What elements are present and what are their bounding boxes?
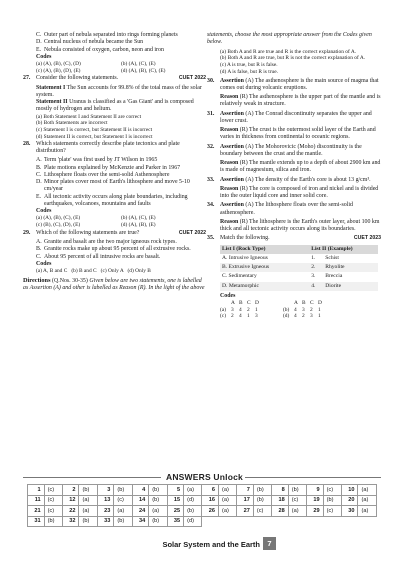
answer-value: (d) <box>184 516 202 527</box>
answer-value: (d) <box>184 495 202 506</box>
answer-row <box>28 485 377 496</box>
match-list2-item: Diorite <box>325 282 342 289</box>
q33-assertion: Assertion (A) The density of the Earth's core is about 13 g/cm³. <box>220 176 371 183</box>
code-value: 3 <box>231 306 234 313</box>
q33-assertion-label: Assertion <box>220 176 244 183</box>
q27-exam-tag: CUET 2022 <box>178 75 206 82</box>
q29-option-text: About 95 percent of all intrusive rocks are basalt. <box>44 253 161 260</box>
q31-reason-label: Reason <box>220 127 239 134</box>
q35-text: Match the following. <box>220 235 270 242</box>
q26-option-text: Outer part of nebula separated into rings forming planets <box>44 32 178 38</box>
q26-option-text: Central nucleus of nebula became the Sun <box>44 39 144 46</box>
match-table <box>220 245 378 291</box>
answer-number: 29 <box>307 506 324 517</box>
codes-head-cell: B <box>239 300 243 307</box>
answer-number: 5 <box>167 485 184 496</box>
match-row <box>220 263 378 272</box>
q26-option-3 <box>36 47 206 54</box>
question-28 <box>23 141 206 156</box>
answer-value: (b) <box>184 506 202 517</box>
answer-value: (b) <box>79 516 97 527</box>
answer-value: (a) <box>358 485 377 496</box>
q27-option-2: (b) Both Statements are incorrect <box>36 120 108 127</box>
q26-code-4: (d) (A), (B), (C), (E) <box>121 67 166 74</box>
q32-reason: Reason (R) The mantle extends up to a depth of about 2900 km and is made of magnesium, silica and iron. <box>220 160 381 174</box>
q28-code-1: (a) (A), (B), (C), (E) <box>36 215 81 222</box>
ar-code-option-1: (a) Both A and R are true and R is the correct explanation of A. <box>220 48 357 55</box>
q28-option-text: Plate motions explained by McKenzie and Parker in 1967 <box>44 164 181 171</box>
q28-code-4: (d) (A), (B), (E) <box>121 222 156 229</box>
answer-value: (a) <box>218 485 236 496</box>
codes-head-cell: B <box>302 300 306 307</box>
q26-option-letter: C. <box>36 32 42 38</box>
question-33 <box>207 177 381 184</box>
ar-code-option-2: (b) Both A and R are true, but R is not the correct explanation of A. <box>220 55 366 62</box>
code-value: 1 <box>255 306 258 313</box>
q31-reason: Reason (R) The crust is the outermost solid layer of the Earth and varies in thickness from continental to oceanic regions. <box>220 127 376 141</box>
answer-value: (a) <box>79 495 97 506</box>
q28-option-1 <box>36 157 206 164</box>
q35-number: 35. <box>207 235 215 242</box>
code-value: 2 <box>310 306 313 313</box>
answer-value: (a) <box>358 495 377 506</box>
q29-codes: (a) A, B and C (b) B and C (c) Only A (d) Only B <box>36 268 151 274</box>
q33-reason: Reason (R) The core is composed of iron and nickel and is divided into the outer liquid core and inner solid core. <box>220 185 379 200</box>
answer-value: (a) <box>149 506 167 517</box>
match-list1-item: B. Extrusive Igneous <box>222 264 270 271</box>
q28-option-letter: C. <box>36 171 42 178</box>
directions-lead: Directions <box>23 276 51 284</box>
ar-code-option-4: (d) A is false, but R is true. <box>220 68 278 75</box>
code-value: 4 <box>239 313 242 320</box>
answer-value: (b) <box>79 485 97 496</box>
match-row <box>220 282 378 291</box>
answer-value: (b) <box>114 516 132 527</box>
match-list1-item: C. Sedimentary <box>222 273 257 280</box>
q30-reason-label: Reason <box>220 94 239 101</box>
directions-continued: statements, choose the most appropriate answer from the Codes given below. <box>207 32 372 46</box>
q29-option-letter: C. <box>36 253 42 260</box>
answer-value: (a) <box>218 495 236 506</box>
q35-codes-label: Codes <box>220 292 236 299</box>
q28-code-2: (b) (A), (C), (E) <box>121 215 156 222</box>
q35-codes-row <box>220 307 381 314</box>
q28-code-3: (c) (B), (C), (D), (E) <box>36 222 81 229</box>
q28-option-3 <box>36 172 206 179</box>
answer-value: (a) <box>288 506 306 517</box>
ar-code-option-3: (c) A is true, but R is false. <box>220 62 278 69</box>
q26-option-2 <box>36 39 206 46</box>
code-value: 4 <box>294 313 297 320</box>
answer-number: 7 <box>237 485 254 496</box>
answer-value: (a) <box>358 506 377 517</box>
code-value: 4 <box>294 306 297 313</box>
answer-value: (a) <box>79 506 97 517</box>
q27-number: 27. <box>23 75 31 82</box>
q34-reason: Reason (R) The lithosphere is the Earth's outer layer, about 100 km thick and all tectonic activity occurs along its boundaries. <box>220 218 380 233</box>
answer-number: 27 <box>237 506 254 517</box>
q27-text: Consider the following statements. <box>36 75 119 82</box>
question-29 <box>23 230 206 237</box>
code-gap <box>263 313 283 320</box>
q28-option-letter: B. <box>36 164 42 171</box>
codes-head-cell: C <box>247 300 251 307</box>
answer-number: 34 <box>132 516 149 527</box>
question-35 <box>207 235 381 242</box>
answer-number: 16 <box>202 495 219 506</box>
q34-assertion: Assertion (A) The lithosphere floats over the semi-solid asthenosphere. <box>220 202 353 216</box>
q29-number: 29. <box>23 229 31 236</box>
q28-option-letter: D. <box>36 179 42 186</box>
q27-option-1: (a) Both Statement I and Statement II are correct <box>36 113 142 120</box>
q30-reason: Reason (R) The asthenosphere is the upper part of the mantle and is relatively weak in structure. <box>220 94 381 108</box>
left-column <box>23 32 206 294</box>
answer-value: (c) <box>114 495 132 506</box>
code-label: (b) <box>283 306 290 313</box>
q29-text: Which of the following statements are true? <box>36 229 140 236</box>
right-column <box>207 32 381 320</box>
q29-option-text: Granite rocks make up about 95 percent of all extrusive rocks. <box>44 246 191 253</box>
directions <box>23 277 206 293</box>
codes-head-cell <box>263 300 283 307</box>
question-27 <box>23 75 206 82</box>
answer-value: (b) <box>114 485 132 496</box>
q28-codes <box>36 215 206 228</box>
match-list2-item: Rhyolite <box>325 264 345 271</box>
answer-value: (b) <box>288 485 306 496</box>
q27-statement-2: Statement II Uranus is classified as a 'Gas Giant' and is composed mostly of hydrogen and helium. <box>36 99 194 113</box>
footer-title: Solar System and the Earth <box>162 540 260 549</box>
q28-number: 28. <box>23 140 31 147</box>
code-value: 4 <box>239 306 242 313</box>
q26-option-letter: E. <box>36 46 42 53</box>
q28-option-text: Lithosphere floats over the semi-solid Asthenosphere <box>44 171 170 178</box>
q26-codes-label: Codes <box>36 53 52 60</box>
q32-assertion-label: Assertion <box>220 143 244 150</box>
match-list2-number: 2. <box>311 264 316 271</box>
q32-reason-label: Reason <box>220 160 239 167</box>
q28-codes-label: Codes <box>36 208 52 215</box>
q29-option-2 <box>36 246 206 253</box>
answer-value: (c) <box>44 506 62 517</box>
codes-head-cell: C <box>310 300 314 307</box>
q33-reason-label: Reason <box>220 185 239 192</box>
code-value: 1 <box>247 313 250 320</box>
answer-value: (a) <box>184 485 202 496</box>
answer-number: 25 <box>167 506 184 517</box>
assertion-reason-options <box>207 49 381 76</box>
code-label: (a) <box>220 306 226 313</box>
answer-number: 28 <box>272 506 289 517</box>
code-label: (c) <box>220 313 226 320</box>
q29-option-3 <box>36 254 206 261</box>
answer-number: 31 <box>28 516 45 527</box>
code-value: 1 <box>318 313 321 320</box>
answer-number: 17 <box>237 495 254 506</box>
answer-number: 10 <box>341 485 358 496</box>
answer-number: 26 <box>202 506 219 517</box>
q27-statement-1: Statement I The Sun accounts for 99.8% of the total mass of the solar system. <box>36 84 202 98</box>
answer-number: 24 <box>132 506 149 517</box>
q28-option-letter: A. <box>36 157 42 164</box>
codes-head-cell <box>283 300 294 307</box>
answer-number: 4 <box>132 485 149 496</box>
q31-assertion: Assertion (A) The Conrad discontinuity separates the upper and lower crust. <box>220 110 372 124</box>
answer-value: (c) <box>253 506 271 517</box>
q33-number: 33. <box>207 176 215 183</box>
directions-range: (Q.Nos. 30-35) <box>52 277 88 284</box>
code-value: 2 <box>231 313 234 320</box>
codes-head-cell <box>220 300 231 307</box>
match-head-list1: List I (Rock Type) <box>220 245 309 254</box>
q26-option-text: Nebula consisted of oxygen, carbon, neon and iron <box>44 46 164 53</box>
match-row <box>220 272 378 281</box>
q29-options <box>23 239 206 261</box>
q35-codes <box>220 300 381 320</box>
answer-number: 21 <box>28 506 45 517</box>
answer-number: 3 <box>97 485 114 496</box>
q31-assertion-label: Assertion <box>220 110 244 117</box>
codes-head-cell: A <box>294 300 298 307</box>
q28-option-text: Minor plates cover most of Earth's lithosphere and move 5-10 cm/year <box>44 179 190 193</box>
q29-exam-tag: CUET 2022 <box>178 229 206 236</box>
answer-row <box>28 506 377 517</box>
q29-option-letter: A. <box>36 239 42 245</box>
answer-number: 19 <box>307 495 324 506</box>
answer-number: 20 <box>341 495 358 506</box>
q34-assertion-label: Assertion <box>220 202 244 209</box>
q32-assertion: Assertion (A) The Mohorovicic (Moho) discontinuity is the boundary between the crust and the mantle. <box>220 143 362 157</box>
q27-option-4: (d) Statement II is correct, but Statement I is incorrect <box>36 134 153 141</box>
answer-value: (b) <box>253 485 271 496</box>
answer-number: 2 <box>62 485 79 496</box>
q32-number: 32. <box>207 143 215 150</box>
code-value: 3 <box>302 306 305 313</box>
match-list2-number: 3. <box>311 273 316 280</box>
q26-code-2: (b) (A), (C), (E) <box>121 61 156 67</box>
answer-number: 6 <box>202 485 219 496</box>
answer-number: 32 <box>62 516 79 527</box>
q26-option-letter: D. <box>36 39 42 46</box>
answer-value: (c) <box>323 506 341 517</box>
q26-codes <box>36 61 206 74</box>
q29-codes-label: Codes <box>36 260 52 267</box>
answer-value: (b) <box>149 485 167 496</box>
assertion-reason-questions <box>207 78 381 234</box>
answer-table <box>27 484 377 527</box>
question-31 <box>207 111 381 126</box>
match-list2-number: 4. <box>311 282 316 289</box>
q34-number: 34. <box>207 202 215 209</box>
answer-number: 18 <box>272 495 289 506</box>
answer-value: (c) <box>44 495 62 506</box>
page-number: 7 <box>263 537 276 550</box>
answer-number: 11 <box>28 495 45 506</box>
q28-option-text: All tectonic activity occurs along plate boundaries, including earthquakes, volcanoes, mountains and faults <box>44 193 188 207</box>
directions-text: Given below are two statements, one is labelled as Assertion (A) and other is labelled as Reason (R). In the light of the above <box>23 277 205 292</box>
q28-option-4 <box>36 179 206 194</box>
q28-option-2 <box>36 165 206 172</box>
q35-codes-row <box>220 313 381 320</box>
match-list1-item: D. Metamorphic <box>222 282 259 289</box>
answer-value: (b) <box>44 516 62 527</box>
answer-number: 8 <box>272 485 289 496</box>
code-value: 2 <box>247 306 250 313</box>
question-34 <box>207 202 381 217</box>
q28-options <box>23 157 206 208</box>
code-gap <box>263 307 283 314</box>
answer-number: 14 <box>132 495 149 506</box>
answer-number: 12 <box>62 495 79 506</box>
answer-value: (b) <box>253 495 271 506</box>
answer-number: 1 <box>28 485 45 496</box>
q30-assertion: Assertion (A) The asthenosphere is the main source of magma that comes out during volcanic eruptions. <box>220 77 379 91</box>
q28-option-5 <box>36 194 206 209</box>
code-label: (d) <box>283 313 290 320</box>
q28-text: Which statements correctly describe plate tectonics and plate distribution? <box>36 140 180 155</box>
answer-number: 15 <box>167 495 184 506</box>
answer-number: 30 <box>341 506 358 517</box>
answer-value: (a) <box>114 506 132 517</box>
match-row <box>220 254 378 263</box>
match-head-list2: List II (Example) <box>309 245 378 254</box>
code-value: 3 <box>310 313 313 320</box>
q35-exam-tag: CUET 2023 <box>353 235 381 242</box>
match-list2-item: Schist <box>325 254 339 261</box>
answers-banner <box>23 472 381 482</box>
q35-codes-header <box>220 300 381 307</box>
answer-number: 22 <box>62 506 79 517</box>
answer-number: 9 <box>307 485 324 496</box>
match-list2-number: 1. <box>311 254 316 261</box>
answers-title: ANSWERS Unlock <box>166 472 243 482</box>
answer-number: 35 <box>167 516 184 527</box>
codes-head-cell: A <box>231 300 235 307</box>
code-value: 3 <box>255 313 258 320</box>
codes-head-cell: D <box>255 300 259 307</box>
q34-reason-label: Reason <box>220 218 239 225</box>
q30-assertion-label: Assertion <box>220 77 244 84</box>
q27-option-3: (c) Statement I is correct, but Statement II is incorrect <box>36 127 153 134</box>
q28-option-text: Term 'plate' was first used by JT Wilson in 1965 <box>44 157 158 164</box>
match-list1-item: A. Intrusive Igneous <box>222 254 268 261</box>
q27-options <box>23 114 206 141</box>
q29-option-text: Granite and basalt are the two major igneous rock types. <box>44 239 177 245</box>
question-30 <box>207 78 381 93</box>
q31-number: 31. <box>207 110 215 117</box>
q29-option-letter: B. <box>36 246 42 253</box>
answer-row <box>28 495 377 506</box>
answer-value: (c) <box>323 485 341 496</box>
q26-code-3: (c) (A), (B), (D), (E) <box>36 67 81 74</box>
answer-value: (b) <box>149 495 167 506</box>
q26-code-1: (a) (A), (B), (C), (D) <box>36 61 81 67</box>
q28-option-letter: E. <box>36 193 42 200</box>
answer-number: 23 <box>97 506 114 517</box>
answer-value: (b) <box>323 495 341 506</box>
answer-value: (b) <box>149 516 167 527</box>
code-value: 2 <box>302 313 305 320</box>
codes-head-cell: D <box>318 300 322 307</box>
answer-value: (c) <box>44 485 62 496</box>
answer-value: (a) <box>218 506 236 517</box>
code-value: 1 <box>318 306 321 313</box>
answer-number: 13 <box>97 495 114 506</box>
answer-number: 33 <box>97 516 114 527</box>
q30-number: 30. <box>207 77 215 84</box>
q26-options <box>23 32 206 54</box>
match-list2-item: Breccia <box>325 273 343 280</box>
answer-value: (c) <box>288 495 306 506</box>
question-32 <box>207 144 381 159</box>
answer-row <box>28 516 377 527</box>
